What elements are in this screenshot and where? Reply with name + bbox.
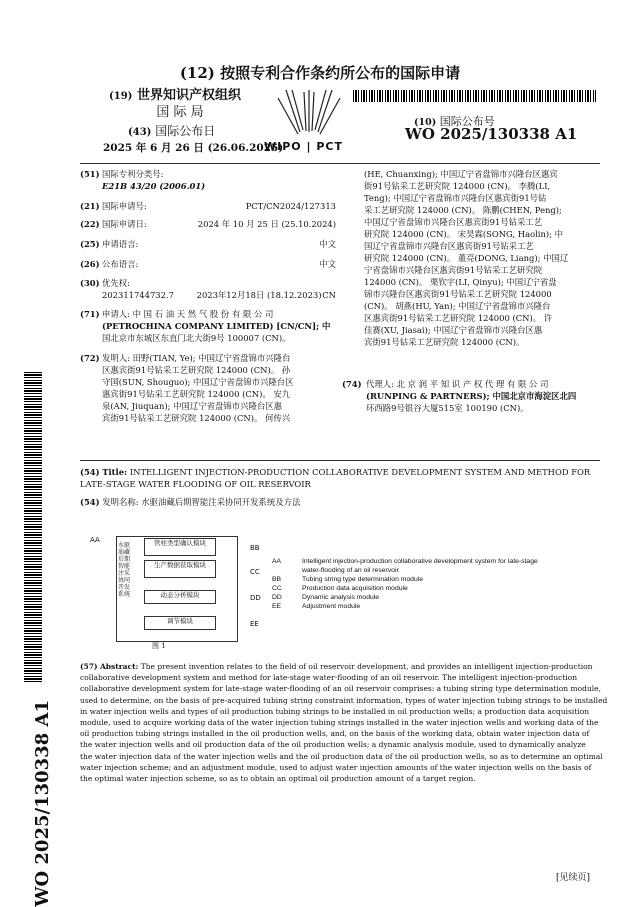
abstract xyxy=(80,661,608,784)
field-code: (25) xyxy=(80,239,100,249)
inventor-line: 宾街91号钻采工艺研究院 124000 (CN)。 何传兴 xyxy=(102,413,291,423)
mid-divider xyxy=(80,460,600,461)
system-label: 水驱油藏后期智能注采协同开发系统 xyxy=(118,542,131,598)
abstract-line: used to determine, on the basis of pre-acquired tubing string constraint information, types of water injection tubing strings to be installed xyxy=(80,695,608,705)
field-code: (74) xyxy=(342,379,362,389)
legend-tag: AA xyxy=(272,558,282,565)
abstract-code: (57) xyxy=(80,662,98,671)
abstract-line: the water injection data of the water injection wells and the oil production data of the oil production wells, so as to determine an optimal xyxy=(80,751,603,761)
abstract-line: the optimal water injection scheme, so as to obtain an optimal oil production amount of a target region. xyxy=(80,774,476,784)
inventor-line: 研究院 124000 (CN)。 宋昊霖(SONG, Haolin); 中 xyxy=(364,229,563,239)
pubdate-label xyxy=(128,122,215,139)
priority-date: 2023年12月18日 (18.12.2023) xyxy=(196,290,322,300)
title-cn xyxy=(80,496,600,508)
inventor-line: 研究院 124000 (CN)。 董亮(DONG, Liang); 中国辽 xyxy=(364,253,569,263)
field-label: 国际申请日: xyxy=(102,219,147,229)
legend-text: water-flooding of an oil reservoir xyxy=(302,567,399,574)
field-code: (30) xyxy=(80,278,100,288)
legend-tag: DD xyxy=(272,594,282,601)
field-code: (72) xyxy=(80,353,100,363)
inventor-line: (CN)。 胡燕(HU, Yan); 中国辽宁省盘锦市兴隆台 xyxy=(364,301,551,311)
figure-tag-bb: BB xyxy=(250,544,260,552)
header-divider xyxy=(80,163,600,164)
title-en-line2: LATE-STAGE WATER FLOODING OF OIL RESERVOIR xyxy=(80,479,311,489)
org-line1: 世界知识产权组织 xyxy=(136,88,241,103)
figure-tag-ee: EE xyxy=(250,620,259,628)
module-label: 管柱类型确认模块 xyxy=(154,539,206,547)
inventors-continued xyxy=(364,168,600,348)
org-code: (19) xyxy=(109,91,133,102)
module-label: 调节模块 xyxy=(167,617,193,625)
module-label: 动态分析模块 xyxy=(160,591,200,599)
field-code: (71) xyxy=(80,309,100,319)
pubno-label-text: 国际公布号 xyxy=(439,115,495,128)
field-value: PCT/CN2024/127313 xyxy=(245,201,336,211)
inventor-line: 宾街91号钻采工艺研究院 124000 (CN)。 xyxy=(364,337,525,347)
agent-line: 环西路9号银谷大厦515室 100190 (CN)。 xyxy=(366,403,529,413)
title-en-line1: INTELLIGENT INJECTION-PRODUCTION COLLABORATIVE DEVELOPMENT SYSTEM AND METHOD FOR xyxy=(129,467,591,477)
field-value: 中文 xyxy=(319,259,336,269)
agent-line: 代理人: 北 京 润 平 知 识 产 权 代 理 有 限 公 司 xyxy=(366,379,549,389)
legend-text: Intelligent injection-production collaborative development system for late-stage xyxy=(302,558,538,565)
inventor-line: 泉(AN, Jiuquan); 中国辽宁省盘锦市兴隆台区惠 xyxy=(102,401,283,411)
title-cn-code: (54) xyxy=(80,497,100,507)
legend-text: Dynamic analysis module xyxy=(302,594,380,601)
legend-text: Adjustment module xyxy=(302,603,361,610)
abstract-label: Abstract: xyxy=(99,662,139,671)
field-74-agent xyxy=(342,378,600,414)
abstract-line: oil production tubing strings installed in the oil production wells, and, on the basis of the working data, obtain water injection data of xyxy=(80,729,590,739)
field-51 xyxy=(80,168,336,192)
pubdate-value: 2025 年 6 月 26 日 (26.06.2025) xyxy=(103,142,284,154)
pubdate-label-text: 国际公布日 xyxy=(155,124,216,138)
figure-tag-aa: AA xyxy=(90,536,100,544)
abstract-line: the water injection wells and oil production data of the oil production wells; a dynamic analysis module, used to dynamically analyze xyxy=(80,740,586,750)
inventor-line: 国辽宁省盘锦市兴隆台区惠宾街91号钻采工艺 xyxy=(364,241,534,251)
legend-tag: EE xyxy=(272,603,282,610)
field-22 xyxy=(80,218,336,230)
inventor-line: 惠宾街91号钻采工艺研究院 124000 (CN)。 安九 xyxy=(102,389,291,399)
barcode-side xyxy=(24,372,42,682)
abstract-line: water injection scheme; and an adjustment module, used to adjust water injection amounts of the water injection wells on the basis of xyxy=(80,762,592,772)
inventor-line: (HE, Chuanxing); 中国辽宁省盘锦市兴隆台区惠宾 xyxy=(364,169,558,179)
field-value: 2024 年 10 月 25 日 (25.10.2024) xyxy=(197,219,336,229)
inventor-line: 发明人: 田野(TIAN, Ye); 中国辽宁省盘锦市兴隆台 xyxy=(102,353,291,363)
legend-text: Production data acquisition module xyxy=(302,585,408,592)
field-value: 中文 xyxy=(319,239,336,249)
field-code: (21) xyxy=(80,201,100,211)
module-box-dd xyxy=(144,590,216,604)
field-21 xyxy=(80,200,336,212)
inventor-line: 守国(SUN, Shouguo); 中国辽宁省盘锦市兴隆台区 xyxy=(102,377,294,387)
field-label: 优先权: xyxy=(102,278,130,288)
legend-tag: CC xyxy=(272,585,282,592)
document-title xyxy=(0,62,640,83)
field-71-applicant xyxy=(80,308,336,344)
title-en-label: Title: xyxy=(102,467,128,477)
wipo-logo xyxy=(264,84,348,162)
figure-1 xyxy=(80,530,280,655)
field-label: 公布语言: xyxy=(102,259,139,269)
figure-caption: 图 1 xyxy=(152,642,166,650)
field-label: 申请语言: xyxy=(102,239,139,249)
field-30 xyxy=(80,277,336,301)
module-box-ee xyxy=(144,616,216,630)
field-code: (51) xyxy=(80,169,100,179)
field-25 xyxy=(80,238,336,250)
inventor-line: 采工艺研究院 124000 (CN)。 陈鹏(CHEN, Peng); xyxy=(364,205,562,215)
inventor-line: 锦市兴隆台区惠宾街91号钻采工艺研究院 124000 xyxy=(364,289,552,299)
field-26 xyxy=(80,258,336,270)
inventor-line: 区惠宾街91号钻采工艺研究院 124000 (CN)。 许 xyxy=(364,313,553,323)
field-code: (22) xyxy=(80,219,100,229)
logo-text: WIPO | PCT xyxy=(264,140,343,153)
figure-tag-dd: DD xyxy=(250,594,261,602)
applicant-line: 国北京市东城区东直门北大街9号 100007 (CN)。 xyxy=(102,333,291,343)
inventor-line: 街91号钻采工艺研究院 124000 (CN)。 李腾(LI, xyxy=(364,181,551,191)
abstract-line: The present invention relates to the field of oil reservoir development, and provides an intelligent injection-production xyxy=(140,662,593,671)
inventor-line: 区惠宾街91号钻采工艺研究院 124000 (CN)。 孙 xyxy=(102,365,291,375)
inventor-line: 124000 (CN)。 栗钦宇(LI, Qinyu); 中国辽宁省盘 xyxy=(364,277,557,287)
priority-country: CN xyxy=(322,290,336,300)
pubno-value: WO 2025/130338 A1 xyxy=(405,125,578,143)
inventor-line: 中国辽宁省盘锦市兴隆台区惠宾街91号钻采工艺 xyxy=(364,217,543,227)
field-code: (26) xyxy=(80,259,100,269)
abstract-line: collaborative development system and method for late-stage water-flooding of an oil reservoir. The intelligent injection-production xyxy=(80,673,578,683)
applicant-line: (PETROCHINA COMPANY LIMITED) [CN/CN]; 中 xyxy=(102,321,331,331)
abstract-line: in water injection wells and types of oil production tubing strings to be installed in oil production wells; a production data acquisition xyxy=(80,706,590,716)
side-number-text: WO 2025/130338 A1 xyxy=(32,700,53,907)
applicant-line: 申请人: 中 国 石 油 天 然 气 股 份 有 限 公 司 xyxy=(102,309,274,319)
legend-tag: BB xyxy=(272,576,282,583)
module-box-cc xyxy=(144,560,216,578)
abstract-line: collaborative development system for late-stage water-flooding of an oil reservoir comprises: a tubing string type determination module, xyxy=(80,684,602,694)
field-label: 国际申请号: xyxy=(102,201,147,211)
figure-tag-cc: CC xyxy=(250,568,260,576)
pubdate-code: (43) xyxy=(128,127,152,138)
field-label: 国际专利分类号: xyxy=(102,169,164,179)
field-72-inventors xyxy=(80,352,336,424)
title-cn-value: 水驱油藏后期智能注采协同开发系统及方法 xyxy=(141,497,301,507)
inventor-line: 宁省盘锦市兴隆台区惠宾街91号钻采工艺研究院 xyxy=(364,265,543,275)
title-en xyxy=(80,466,600,490)
title-cn-label: 发明名称: xyxy=(102,497,139,507)
inventor-line: Teng); 中国辽宁省盘锦市兴隆台区惠宾街91号钻 xyxy=(364,193,547,203)
pubno-code: (10) xyxy=(414,117,437,128)
title-code: (12) xyxy=(179,64,215,82)
legend-text: Tubing string type determination module xyxy=(302,576,424,583)
agent-line: (RUNPING & PARTNERS); 中国北京市海淀区北四 xyxy=(366,391,577,401)
module-label: 生产数据获取模块 xyxy=(154,561,206,569)
side-publication-number xyxy=(32,700,53,907)
org-line2: 国 际 局 xyxy=(156,105,204,120)
title-en-code: (54) xyxy=(80,467,100,477)
abstract-line: module, used to acquire working data of the water injection tubing strings installed in the water injection wells and working data of the xyxy=(80,718,599,728)
field-value: E21B 43/20 (2006.01) xyxy=(102,181,206,191)
module-box-bb xyxy=(144,538,216,556)
barcode-top xyxy=(353,90,596,102)
inventor-line: 佳赛(XU, Jiasai); 中国辽宁省盘锦市兴隆台区惠 xyxy=(364,325,543,335)
continued-note: [见续页] xyxy=(556,873,591,883)
title-text: 按照专利合作条约所公布的国际申请 xyxy=(220,64,461,82)
priority-number: 202311744732.7 xyxy=(102,290,174,300)
